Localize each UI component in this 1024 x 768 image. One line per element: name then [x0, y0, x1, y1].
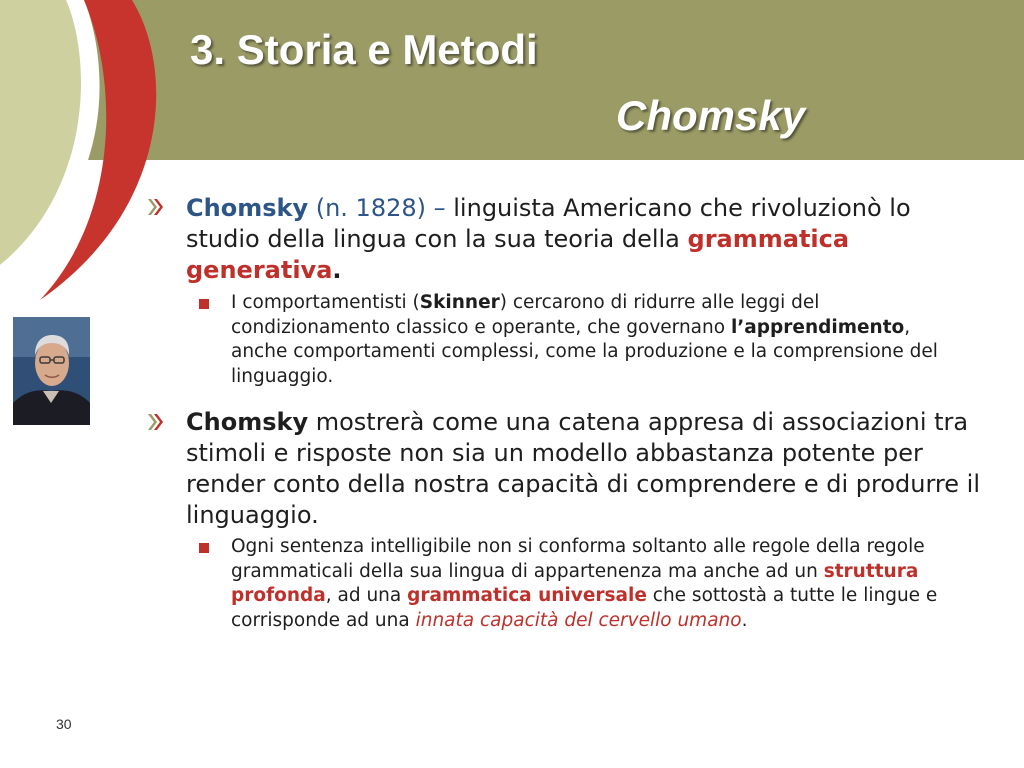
slide-subtitle: Chomsky [616, 92, 806, 139]
bullet-marker-icon [146, 412, 164, 432]
slide-title: 3. Storia e Metodi [190, 26, 538, 73]
bullet-chomsky-intro [186, 193, 986, 286]
decorative-curves-icon [0, 0, 180, 310]
sub-bullet-text: I comportamentisti (Skinner) cercarono di ridurre alle leggi del condizionamento classico e operante, che governano l’apprendimento, anche comportamenti complessi, come la produzione e la comprensione del linguaggio. [231, 292, 938, 387]
bullet-chomsky-argument [186, 407, 986, 531]
sub-bullet-deep-structure [231, 535, 971, 633]
bullet-text: Chomsky mostrerà come una catena appresa di associazioni tra stimoli e risposte non sia un modello abbastanza potente per render conto della nostra capacità di comprendere e di produrre il linguaggio. [186, 408, 980, 529]
portrait-photo-icon [13, 317, 90, 425]
page-number: 30 [56, 716, 72, 732]
sub-bullet-text: Ogni sentenza intelligibile non si conforma soltanto alle regole della regole grammaticali della sua lingua di appartenenza ma anche ad un struttura profonda, ad una grammatica universale che sottostà a tutte le lingue e corrisponde ad una innata capacità del cervello umano. [231, 536, 938, 631]
bullet-marker-icon [146, 197, 164, 217]
sub-bullet-square-icon [199, 299, 209, 309]
bullet-text: Chomsky (n. 1828) – linguista Americano che rivoluzionò lo studio della lingua con la sua teoria della grammatica generativa. [186, 194, 911, 284]
sub-bullet-skinner [231, 291, 971, 389]
sub-bullet-square-icon [199, 543, 209, 553]
